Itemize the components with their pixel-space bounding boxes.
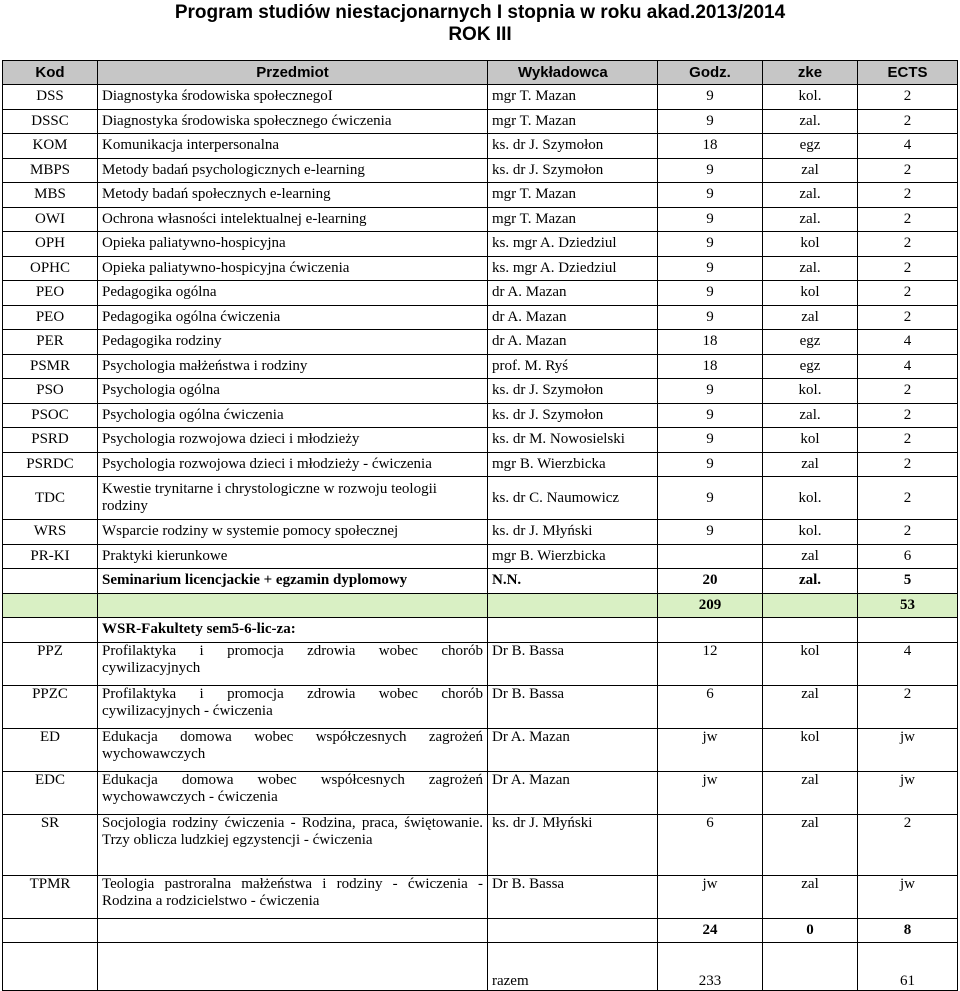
cell-wykladowca: dr A. Mazan [488, 330, 658, 355]
cell-ects: 2 [858, 477, 958, 520]
cell-empty [98, 593, 488, 618]
cell-wykladowca: mgr B. Wierzbicka [488, 544, 658, 569]
cell-przedmiot: Opieka paliatywno-hospicyjna [98, 232, 488, 257]
cell-godz: 9 [658, 281, 763, 306]
cell-empty [488, 593, 658, 618]
cell-przedmiot: Opieka paliatywno-hospicyjna ćwiczenia [98, 256, 488, 281]
cell-zke: kol [763, 232, 858, 257]
cell-empty [658, 618, 763, 643]
cell-zke: zal. [763, 256, 858, 281]
cell-zke: zal [763, 814, 858, 875]
cell-kod: PR-KI [3, 544, 98, 569]
elective-row [3, 685, 958, 728]
table-row [3, 403, 958, 428]
column-header-przedmiot: Przedmiot [98, 61, 488, 85]
table-row [3, 207, 958, 232]
cell-przedmiot: Psychologia rozwojowa dzieci i młodzieży - ćwiczenia [98, 452, 488, 477]
cell-kod: TDC [3, 477, 98, 520]
cell-godz: jw [658, 728, 763, 771]
cell-kod: PSO [3, 379, 98, 404]
cell-kod: PPZC [3, 685, 98, 728]
column-header-zke: zke [763, 61, 858, 85]
cell-empty [858, 618, 958, 643]
section-title-row [3, 618, 958, 643]
table-row [3, 544, 958, 569]
cell-wykladowca: mgr T. Mazan [488, 85, 658, 110]
cell-przedmiot: Teologia pastroralna małżeństwa i rodziny - ćwiczenia - Rodzina a rodzicielstwo - ćwiczenia [98, 875, 488, 918]
column-header-kod: Kod [3, 61, 98, 85]
cell-zke: zal [763, 158, 858, 183]
cell-przedmiot: Psychologia ogólna ćwiczenia [98, 403, 488, 428]
cell-ects: 2 [858, 814, 958, 875]
elective-row [3, 875, 958, 918]
table-row [3, 477, 958, 520]
cell-wykladowca: mgr T. Mazan [488, 109, 658, 134]
cell-ects: 2 [858, 183, 958, 208]
cell-przedmiot: Seminarium licencjackie + egzamin dyplomowy [98, 569, 488, 594]
cell-kod: OWI [3, 207, 98, 232]
cell-wykladowca: ks. mgr A. Dziedziul [488, 232, 658, 257]
cell-wykladowca: Dr A. Mazan [488, 771, 658, 814]
cell-wykladowca: ks. dr J. Szymołon [488, 158, 658, 183]
subtotal-ects: 53 [858, 593, 958, 618]
cell-empty [488, 618, 658, 643]
cell-przedmiot: Edukacja domowa wobec współczesnych zagrożeń wychowawczych [98, 728, 488, 771]
table-row [3, 379, 958, 404]
table-header-row [3, 61, 958, 85]
cell-kod: SR [3, 814, 98, 875]
cell-ects: jw [858, 875, 958, 918]
cell-zke: kol [763, 642, 858, 685]
table-row [3, 134, 958, 159]
cell-kod [3, 569, 98, 594]
cell-ects: 2 [858, 403, 958, 428]
cell-wykladowca: ks. dr J. Młyński [488, 814, 658, 875]
cell-przedmiot: Socjologia rodziny ćwiczenia - Rodzina, praca, świętowanie. Trzy oblicza ludzkiej egzystencji - ćwiczenia [98, 814, 488, 875]
elective-row [3, 642, 958, 685]
cell-zke: kol. [763, 85, 858, 110]
cell-przedmiot: Psychologia ogólna [98, 379, 488, 404]
cell-wykladowca: dr A. Mazan [488, 305, 658, 330]
table-row [3, 281, 958, 306]
cell-ects: 4 [858, 134, 958, 159]
cell-wykladowca: prof. M. Ryś [488, 354, 658, 379]
cell-zke: zal. [763, 569, 858, 594]
cell-kod: PSMR [3, 354, 98, 379]
total-label: razem [488, 943, 658, 991]
cell-godz: 18 [658, 134, 763, 159]
column-header-ects: ECTS [858, 61, 958, 85]
cell-zke: kol. [763, 520, 858, 545]
cell-empty [3, 593, 98, 618]
cell-godz: 9 [658, 520, 763, 545]
cell-godz: 9 [658, 256, 763, 281]
cell-wykladowca: N.N. [488, 569, 658, 594]
cell-godz: jw [658, 875, 763, 918]
cell-empty [3, 918, 98, 943]
cell-zke: egz [763, 354, 858, 379]
cell-ects: 2 [858, 232, 958, 257]
cell-zke: egz [763, 330, 858, 355]
cell-przedmiot: Metody badań psychologicznych e-learning [98, 158, 488, 183]
cell-wykladowca: mgr B. Wierzbicka [488, 452, 658, 477]
cell-kod: WRS [3, 520, 98, 545]
cell-godz: 9 [658, 232, 763, 257]
cell-godz: 12 [658, 642, 763, 685]
cell-wykladowca: ks. dr J. Szymołon [488, 379, 658, 404]
cell-przedmiot: Ochrona własności intelektualnej e-learning [98, 207, 488, 232]
cell-zke: zal [763, 771, 858, 814]
cell-wykladowca: mgr T. Mazan [488, 183, 658, 208]
cell-godz: 9 [658, 428, 763, 453]
table-row [3, 85, 958, 110]
cell-kod: KOM [3, 134, 98, 159]
cell-kod: MBS [3, 183, 98, 208]
cell-kod: OPHC [3, 256, 98, 281]
cell-kod: EDC [3, 771, 98, 814]
cell-ects: 4 [858, 354, 958, 379]
cell-zke: zal. [763, 183, 858, 208]
cell-wykladowca: dr A. Mazan [488, 281, 658, 306]
table-row [3, 109, 958, 134]
cell-przedmiot: Pedagogika ogólna [98, 281, 488, 306]
cell-przedmiot: Diagnostyka środowiska społecznegoI [98, 85, 488, 110]
cell-empty [3, 943, 98, 991]
cell-ects: 2 [858, 256, 958, 281]
column-header-wykladowca: Wykładowca [488, 61, 658, 85]
cell-godz: 6 [658, 814, 763, 875]
elective-row [3, 771, 958, 814]
table-row [3, 330, 958, 355]
cell-przedmiot: Pedagogika ogólna ćwiczenia [98, 305, 488, 330]
cell-godz: 9 [658, 85, 763, 110]
cell-godz: 9 [658, 207, 763, 232]
cell-ects: 2 [858, 379, 958, 404]
cell-ects: jw [858, 771, 958, 814]
cell-zke: kol [763, 728, 858, 771]
cell-zke: zal. [763, 207, 858, 232]
cell-ects: 2 [858, 109, 958, 134]
cell-ects: 2 [858, 207, 958, 232]
cell-ects: 2 [858, 428, 958, 453]
total-ects: 61 [858, 943, 958, 991]
cell-empty [488, 918, 658, 943]
cell-godz: 9 [658, 452, 763, 477]
elective-row [3, 728, 958, 771]
table-row [3, 428, 958, 453]
cell-zke: kol. [763, 379, 858, 404]
cell-przedmiot: Komunikacja interpersonalna [98, 134, 488, 159]
cell-zke: zal [763, 452, 858, 477]
cell-wykladowca: ks. dr M. Nowosielski [488, 428, 658, 453]
cell-zke: kol [763, 281, 858, 306]
program-table [2, 60, 958, 991]
cell-wykladowca: ks. dr C. Naumowicz [488, 477, 658, 520]
cell-zke: zal [763, 685, 858, 728]
cell-godz: 9 [658, 305, 763, 330]
cell-zke: egz [763, 134, 858, 159]
cell-godz: jw [658, 771, 763, 814]
cell-kod: PEO [3, 305, 98, 330]
column-header-godz: Godz. [658, 61, 763, 85]
cell-zke: zal. [763, 403, 858, 428]
cell-wykladowca: ks. mgr A. Dziedziul [488, 256, 658, 281]
cell-kod: PER [3, 330, 98, 355]
table-row [3, 158, 958, 183]
table-row [3, 183, 958, 208]
cell-godz [658, 544, 763, 569]
cell-empty [98, 918, 488, 943]
cell-przedmiot: Profilaktyka i promocja zdrowia wobec chorób cywilizacyjnych [98, 642, 488, 685]
subtotal-row [3, 918, 958, 943]
subtotal-ects: 8 [858, 918, 958, 943]
cell-wykladowca: mgr T. Mazan [488, 207, 658, 232]
total-row [3, 943, 958, 991]
cell-zke: zal [763, 875, 858, 918]
cell-kod: PEO [3, 281, 98, 306]
cell-kod: DSSC [3, 109, 98, 134]
table-row [3, 354, 958, 379]
cell-ects: 4 [858, 642, 958, 685]
cell-godz: 18 [658, 354, 763, 379]
cell-kod: DSS [3, 85, 98, 110]
cell-przedmiot: Diagnostyka środowiska społecznego ćwiczenia [98, 109, 488, 134]
cell-wykladowca: ks. dr J. Młyński [488, 520, 658, 545]
cell-zke: kol. [763, 477, 858, 520]
table-row [3, 520, 958, 545]
cell-godz: 9 [658, 158, 763, 183]
cell-godz: 9 [658, 183, 763, 208]
cell-kod: PSRDC [3, 452, 98, 477]
cell-ects: 2 [858, 452, 958, 477]
cell-wykladowca: ks. dr J. Szymołon [488, 134, 658, 159]
cell-godz: 9 [658, 109, 763, 134]
cell-ects: 2 [858, 520, 958, 545]
cell-zke: kol [763, 428, 858, 453]
subtotal-zke: 0 [763, 918, 858, 943]
cell-ects: 2 [858, 85, 958, 110]
cell-zke: zal [763, 544, 858, 569]
table-row [3, 232, 958, 257]
cell-wykladowca: Dr A. Mazan [488, 728, 658, 771]
cell-przedmiot: Edukacja domowa wobec współcesnych zagrożeń wychowawczych - ćwiczenia [98, 771, 488, 814]
table-row [3, 452, 958, 477]
seminar-row [3, 569, 958, 594]
cell-wykladowca: Dr B. Bassa [488, 875, 658, 918]
cell-empty [763, 943, 858, 991]
cell-empty [763, 618, 858, 643]
subtotal-godz: 209 [658, 593, 763, 618]
cell-kod: PPZ [3, 642, 98, 685]
cell-kod: PSOC [3, 403, 98, 428]
cell-zke: zal. [763, 109, 858, 134]
cell-godz: 9 [658, 477, 763, 520]
cell-godz: 9 [658, 379, 763, 404]
table-row [3, 305, 958, 330]
cell-ects: 2 [858, 281, 958, 306]
cell-wykladowca: Dr B. Bassa [488, 685, 658, 728]
elective-row [3, 814, 958, 875]
cell-ects: 2 [858, 685, 958, 728]
cell-kod: ED [3, 728, 98, 771]
cell-godz: 18 [658, 330, 763, 355]
cell-przedmiot: Metody badań społecznych e-learning [98, 183, 488, 208]
cell-przedmiot: Psychologia rozwojowa dzieci i młodzieży [98, 428, 488, 453]
section-title: WSR-Fakultety sem5-6-lic-za: [98, 618, 488, 643]
cell-empty [763, 593, 858, 618]
cell-kod: MBPS [3, 158, 98, 183]
cell-ects: 4 [858, 330, 958, 355]
cell-godz: 9 [658, 403, 763, 428]
subtotal-row [3, 593, 958, 618]
cell-ects: 6 [858, 544, 958, 569]
cell-ects: jw [858, 728, 958, 771]
table-row [3, 256, 958, 281]
cell-przedmiot: Praktyki kierunkowe [98, 544, 488, 569]
cell-kod: OPH [3, 232, 98, 257]
cell-wykladowca: ks. dr J. Szymołon [488, 403, 658, 428]
cell-godz: 20 [658, 569, 763, 594]
cell-ects: 2 [858, 305, 958, 330]
cell-przedmiot: Pedagogika rodziny [98, 330, 488, 355]
document-title: Program studiów niestacjonarnych I stopnia w roku akad.2013/2014 [174, 2, 786, 23]
cell-godz: 6 [658, 685, 763, 728]
cell-przedmiot: Kwestie trynitarne i chrystologiczne w rozwoju teologii rodziny [98, 477, 488, 520]
subtotal-godz: 24 [658, 918, 763, 943]
cell-kod: TPMR [3, 875, 98, 918]
cell-empty [98, 943, 488, 991]
cell-ects: 2 [858, 158, 958, 183]
cell-empty [3, 618, 98, 643]
cell-zke: zal [763, 305, 858, 330]
cell-przedmiot: Wsparcie rodziny w systemie pomocy społecznej [98, 520, 488, 545]
cell-kod: PSRD [3, 428, 98, 453]
cell-przedmiot: Psychologia małżeństwa i rodziny [98, 354, 488, 379]
document-subtitle: ROK III [448, 24, 512, 45]
cell-ects: 5 [858, 569, 958, 594]
cell-przedmiot: Profilaktyka i promocja zdrowia wobec chorób cywilizacyjnych - ćwiczenia [98, 685, 488, 728]
total-godz: 233 [658, 943, 763, 991]
cell-wykladowca: Dr B. Bassa [488, 642, 658, 685]
